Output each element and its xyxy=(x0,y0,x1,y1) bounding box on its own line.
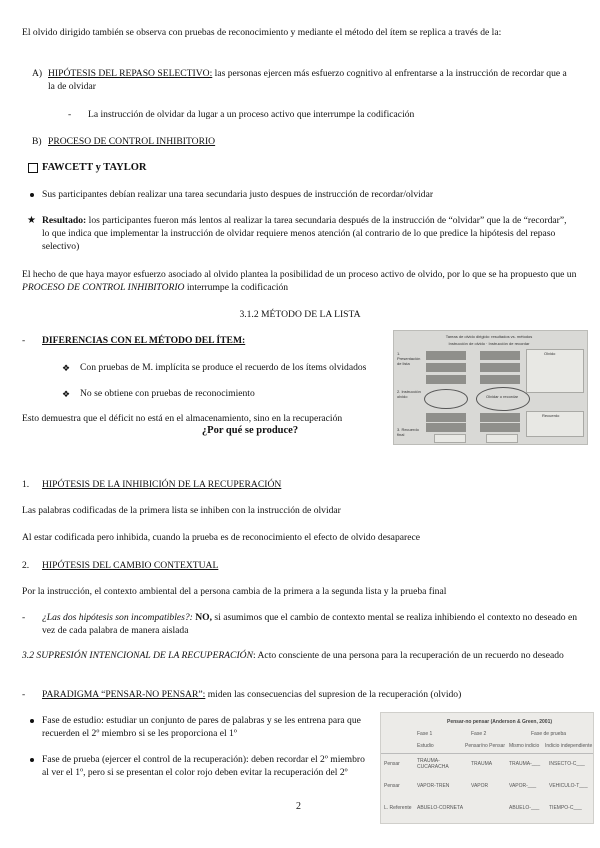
table-cell: VAPOR-TREN xyxy=(417,783,450,789)
section-a-text: las personas ejercen más esfuerzo cognitivo al enfrentarse a la instrucción de recordar que a la de olvidar xyxy=(48,68,567,92)
table-cell: INSECTO-C___ xyxy=(549,761,585,767)
fawcett-result xyxy=(42,214,572,253)
section-3-2-paragraph xyxy=(22,649,582,662)
paradigm-text: miden las consecuencias del supresion de la recuperación (olvido) xyxy=(205,689,462,700)
list-method-heading: 3.1.2 MÉTODO DE LA LISTA xyxy=(239,309,361,320)
intro-paragraph: El olvido dirigido también se observa con pruebas de reconocimiento y mediante el método del ítem se replica a través de la: xyxy=(22,27,502,38)
star-icon: ★ xyxy=(27,215,36,226)
differences-conclusion: Esto demuestra que el déficit no está en el almacenamiento, sino en la recuperación xyxy=(22,413,343,424)
fawcett-title: FAWCETT y TAYLOR xyxy=(42,162,147,173)
table-cell: TRAUMA-CUCARACHA xyxy=(417,758,449,770)
difference-item: No se obtiene con pruebas de reconocimiento xyxy=(80,388,255,399)
h1-paragraph-1: Las palabras codificadas de la primera lista se inhiben con la instrucción de olvidar xyxy=(22,505,341,516)
figure-subheader: Instrucción de olvido · Instrucción de recordar xyxy=(448,341,530,346)
table-cell: TRAUMA xyxy=(471,761,493,767)
h2-question xyxy=(42,611,582,637)
question-rest: si asumimos que el cambio de contexto mental se realiza inhibiendo el contexto no deseado en vez de cada palabra de manera aislada xyxy=(42,612,578,636)
section-a-marker: A) xyxy=(32,68,43,79)
dash-marker: - xyxy=(22,612,26,623)
table-cell: TRAUMA-___ xyxy=(509,761,541,767)
effort-paragraph xyxy=(22,268,582,294)
page-number: 2 xyxy=(296,801,301,812)
diamond-bullet-icon: ❖ xyxy=(62,389,71,399)
dash-marker: - xyxy=(22,689,26,700)
h1-title: HIPÓTESIS DE LA INHIBICIÓN DE LA RECUPERACIÓN xyxy=(42,479,282,490)
table-cell: VAPOR-___ xyxy=(509,783,537,789)
table-subheader: Pensar/no Pensar xyxy=(465,743,506,749)
table-title: Pensar-no pensar (Anderson & Green, 2001) xyxy=(447,719,553,725)
section-3-2-text: : Acto consciente de una persona para la recuperación de un recuerdo no deseado xyxy=(252,650,564,661)
table-col-header: Fase 1 xyxy=(417,731,433,737)
table-cell: ABUELO-CORNETA xyxy=(417,805,464,811)
h2-number: 2. xyxy=(22,560,30,571)
figure-panel-label: Olvido xyxy=(544,351,556,356)
diamond-bullet-icon: ❖ xyxy=(62,363,71,373)
figure-left-label: 3. Recuerdo final xyxy=(397,427,419,437)
list-method-figure xyxy=(393,330,588,445)
question-answer: NO, xyxy=(192,612,213,623)
effort-text-a: El hecho de que haya mayor esfuerzo asociado al olvido plantea la posibilidad de un proceso activo de olvido, por lo que se ha propuesto que un xyxy=(22,269,577,280)
table-cell: TIEMPO-C___ xyxy=(549,805,582,811)
paradigm-title: PARADIGMA “PENSAR-NO PENSAR”: xyxy=(42,689,206,700)
bullet-icon xyxy=(30,193,34,197)
table-cell: VEHICULO-T___ xyxy=(549,783,588,789)
dash-marker: - xyxy=(68,109,72,120)
section-b-marker: B) xyxy=(32,136,42,147)
bullet-icon xyxy=(30,719,34,723)
section-b-title: PROCESO DE CONTROL INHIBITORIO xyxy=(48,136,216,147)
table-cell: Pensar xyxy=(384,783,400,789)
figure-bubble: Olvidar o recordar xyxy=(485,394,518,399)
figure-header: Tareas de olvido dirigido: resultados vs. métodos xyxy=(445,334,533,339)
result-text: los participantes fueron más lentos al realizar la tarea secundaria después de la instrucción de “olvidar” que la de “recordar”, lo que indica que implementar la instrucción de olvidar requiere menos atención (al contrario de lo que predice la hipótesis del repaso selectivo) xyxy=(42,215,567,252)
bullet-icon xyxy=(30,758,34,762)
h2-title: HIPÓTESIS DEL CAMBIO CONTEXTUAL xyxy=(42,560,219,571)
section-3-2-title: 3.2 SUPRESIÓN INTENCIONAL DE LA RECUPERACIÓN xyxy=(22,650,253,661)
effort-text-b: interrumpe la codificación xyxy=(184,282,289,293)
h2-paragraph-1: Por la instrucción, el contexto ambiental del a persona cambia de la primera a la segunda lista y la prueba final xyxy=(22,586,447,597)
h1-number: 1. xyxy=(22,479,30,490)
think-no-think-table-figure xyxy=(380,712,594,824)
fawcett-bullet: Sus participantes debían realizar una tarea secundaria justo despues de instrucción de recordar/olvidar xyxy=(42,189,434,200)
table-subheader: Indicio independiente xyxy=(545,743,593,749)
question-italic: ¿Las dos hipótesis son incompatibles?: xyxy=(42,612,193,623)
paradigm-bullet: Fase de estudio: estudiar un conjunto de pares de palabras y se les entrena para que recuerden el 2º miembro si se les proporciona el 1º xyxy=(42,715,361,739)
table-cell: VAPOR xyxy=(471,783,489,789)
dash-marker: - xyxy=(22,335,26,346)
table-cell: ABUELO-___ xyxy=(509,805,540,811)
table-subheader: Estudio xyxy=(417,743,434,749)
checkbox-icon xyxy=(28,163,38,173)
h1-paragraph-2: Al estar codificada pero inhibida, cuando la prueba es de reconocimiento el efecto de olvido desaparece xyxy=(22,532,420,543)
result-label: Resultado: xyxy=(42,215,87,226)
table-col-header: Fase de prueba xyxy=(531,731,567,737)
table-col-header: Fase 2 xyxy=(471,731,487,737)
table-subheader: Mismo indicio xyxy=(509,743,540,749)
section-a-sub: La instrucción de olvidar da lugar a un proceso activo que interrumpe la codificación xyxy=(88,109,415,120)
section-a-title: HIPÓTESIS DEL REPASO SELECTIVO: xyxy=(48,68,213,79)
figure-left-label: 1. Presentación de lista xyxy=(397,351,421,366)
table-cell: L. Referente xyxy=(384,805,412,811)
difference-item: Con pruebas de M. implícita se produce el recuerdo de los ítems olvidados xyxy=(80,362,367,373)
paradigm-bullet: Fase de prueba (ejercer el control de la recuperación): deben recordar el 2º miembro al ver el 1º, pero si se presentan el color rojo deben evitar la recuperación del 2º xyxy=(42,754,365,778)
section-a-paragraph xyxy=(48,67,568,93)
differences-title: DIFERENCIAS CON EL MÉTODO DEL ÍTEM: xyxy=(42,335,246,346)
paradigm-paragraph xyxy=(42,688,582,701)
table-cell: Pensar xyxy=(384,761,400,767)
effort-italic: PROCESO DE CONTROL INHIBITORIO xyxy=(22,282,185,293)
figure-panel-label: Recuerdo xyxy=(542,413,560,418)
figure-left-label: 2. Instrucción olvido xyxy=(397,389,421,399)
why-heading: ¿Por qué se produce? xyxy=(201,425,299,436)
